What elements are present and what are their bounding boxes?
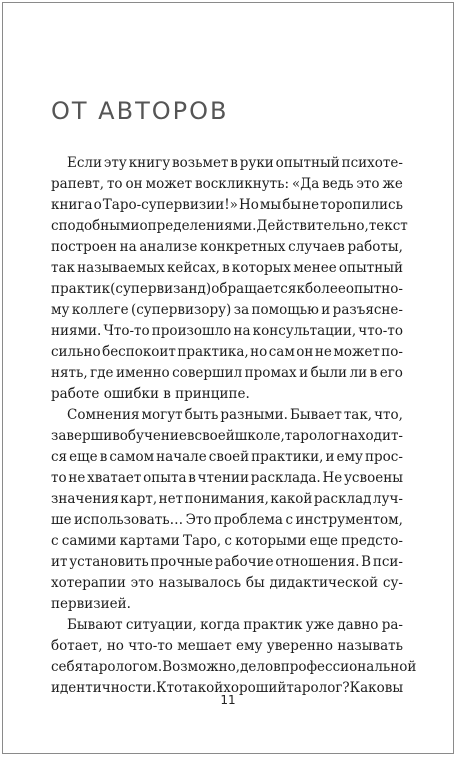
word: ит [51,554,68,570]
text-line [51,300,403,321]
word: торопились [320,197,403,213]
word: первизией. [51,596,131,612]
word: именно [116,365,170,381]
word: практик [243,617,303,633]
word: практика, [177,344,249,360]
word: ниями. [51,323,102,339]
word: ли [349,365,368,381]
word: кейсах, [166,260,220,276]
word: нять, [51,365,88,381]
word: обучение [119,428,187,444]
word: ему [336,449,363,465]
text-line [51,174,403,195]
word: с [51,533,59,549]
word: Каковы [349,680,404,696]
word: прочные [150,554,213,570]
word: Это [185,512,212,528]
word: анализе [139,239,198,255]
chapter-heading: ОТ АВТОРОВ [51,97,229,125]
word: в [163,386,176,402]
word: менее [293,260,337,276]
word: не [314,344,332,360]
word: проблема [213,512,283,528]
word: уже [305,617,335,633]
word: книга [51,197,93,213]
word: не [302,197,320,213]
word: отношения. [275,554,360,570]
word: сам [268,344,295,360]
word: нет [158,491,184,507]
word: значения [51,491,119,507]
word: называемых [77,260,165,276]
word: на [119,239,137,255]
word: Действительно, [256,218,369,234]
text-line [51,321,403,342]
word: текст [368,218,408,234]
word: начале [156,449,207,465]
word: картами [119,533,180,549]
text-line [51,447,403,468]
word: к [296,281,305,297]
word: в [369,365,378,381]
word: психоте- [341,155,403,171]
word: своей [208,449,250,465]
word: понимания, [184,491,269,507]
word: профессиональной [280,659,417,675]
word: называть [337,638,403,654]
word: находит- [340,428,403,444]
word: руки [239,155,274,171]
word: его [379,365,403,381]
text-line [51,237,403,258]
word: что, [374,407,403,423]
word: предсто- [341,533,403,549]
word: может [145,176,193,192]
word: где [90,365,114,381]
word: дело [240,659,274,675]
book-page [2,2,454,754]
word: тарологом. [83,659,163,675]
word: о [93,197,102,213]
word: подобными [58,218,140,234]
word: хороший [223,680,287,696]
word: Бывает [290,407,342,423]
text-line [51,342,403,363]
word: совершил [172,365,243,381]
word: В [361,554,372,570]
word: принципе. [175,386,250,402]
word: в [186,428,195,444]
word: рапевт, [51,176,105,192]
word: он [125,176,143,192]
word: ему [236,638,263,654]
word: что-то [358,323,403,339]
word: эту [103,155,127,171]
word: и [299,365,309,381]
word: таролог? [286,680,350,696]
word: с [285,512,294,528]
body-text [51,153,417,699]
word: какой [270,491,313,507]
text-line [51,510,403,531]
word: работы, [347,239,403,255]
word: промах [244,365,297,381]
word: в [99,449,108,465]
word: более [305,281,346,297]
text-line [51,153,403,174]
word: дидактической [269,575,379,591]
word: может [333,344,380,360]
word: Но [238,197,259,213]
word: школе, [234,428,285,444]
word: которыми [235,533,307,549]
word: работе [51,386,104,402]
text-line [51,615,403,636]
word: и [321,302,331,318]
word: ра- [381,617,403,633]
word: мы [259,197,282,213]
word: книгу [128,155,171,171]
word: в [273,659,281,675]
word: и [325,449,335,465]
word: инструментом, [295,512,403,528]
text-line [51,258,403,279]
word: Кто [156,680,183,696]
word: расклад [313,491,372,507]
word: завершив [51,428,120,444]
word: ситуации, [125,617,197,633]
word: карт, [120,491,158,507]
word: прос- [365,449,403,465]
word: не [68,470,86,486]
word: пси- [372,554,403,570]
word: произошло [151,323,232,339]
word: в [188,470,196,486]
word: чтении [197,470,249,486]
word: бы [245,575,265,591]
word: практик [51,281,111,297]
word: Бывают [67,617,123,633]
word: опытный [338,260,403,276]
word: му [51,302,70,318]
word: Таро, [183,533,222,549]
word: это [356,176,380,192]
word: луч- [372,491,403,507]
word: разъясне- [332,302,403,318]
word: построен [51,239,117,255]
word: которых [231,260,292,276]
word: такой [182,680,224,696]
word: когда [200,617,241,633]
text-line [51,594,403,615]
word: Сомнения [67,407,140,423]
word: еще [309,533,338,549]
word: беспокоит [102,344,176,360]
word: своей [194,428,235,444]
word: то [106,176,123,192]
page-number: 11 [220,693,236,707]
text-line [51,363,403,384]
word: же [382,176,403,192]
text-line [51,636,403,657]
word: в [230,155,238,171]
word: коллеге [71,302,129,318]
word: установить [69,554,149,570]
word: могут [141,407,183,423]
word: консультации, [252,323,357,339]
word: «Да [291,176,320,192]
word: быть [184,407,219,423]
word: случаев [288,239,345,255]
word: возьмет [172,155,229,171]
text-line [51,657,417,678]
word: воскликнуть: [195,176,290,192]
word: с [51,218,59,234]
word: но [106,638,124,654]
word: Возможно, [162,659,241,675]
word: на [233,323,251,339]
word: определениями. [139,218,257,234]
word: су- [382,575,403,591]
word: помощью [251,302,319,318]
word: расклада. [250,470,321,486]
word: таролог [284,428,341,444]
word: так, [343,407,373,423]
word: были [310,365,348,381]
word: Если [67,155,102,171]
word: то [51,470,67,486]
word: практики, [251,449,324,465]
word: идентичности. [51,680,157,696]
text-line [51,216,408,237]
word: это [130,575,154,591]
word: Не [322,470,343,486]
text-line [51,573,403,594]
text-line [51,468,403,489]
word: давно [337,617,379,633]
word: с [224,533,232,549]
word: мешает [177,638,232,654]
word: бы [282,197,302,213]
word: опытный [275,155,340,171]
text-line [51,426,403,447]
word: опыта [143,470,187,486]
word: ведь [322,176,354,192]
word: но [250,344,268,360]
word: конкретных [200,239,286,255]
word: ся [51,449,68,465]
text-line [51,405,403,426]
word: Таро-супервизии!» [102,197,238,213]
word: (супервизору) [130,302,232,318]
word: усвоены [343,470,403,486]
text-line [51,531,403,552]
word: называлось [158,575,242,591]
word: что-то [128,638,173,654]
word: обращается [211,281,297,297]
word: ботает, [51,638,103,654]
word: рабочие [214,554,274,570]
text-line [51,489,403,510]
word: сильно [51,344,101,360]
word: так [51,260,75,276]
text-line [51,279,403,300]
word: хотерапии [51,575,126,591]
text-line [51,552,403,573]
word: самом [109,449,155,465]
word: себя [51,659,84,675]
text-line [51,195,403,216]
word: опытно- [345,281,403,297]
word: ошибки [103,386,164,402]
word: разными. [220,407,288,423]
word: использовать… [74,512,184,528]
word: он [296,344,314,360]
word: Что-то [103,323,150,339]
word: за [233,302,250,318]
word: ше [51,512,72,528]
word: самими [61,533,117,549]
word: хватает [87,470,142,486]
word: (супервизанд) [110,281,212,297]
word: в [222,260,230,276]
word: по- [381,344,403,360]
word: еще [69,449,98,465]
text-line [51,384,403,405]
word: уверенно [266,638,334,654]
